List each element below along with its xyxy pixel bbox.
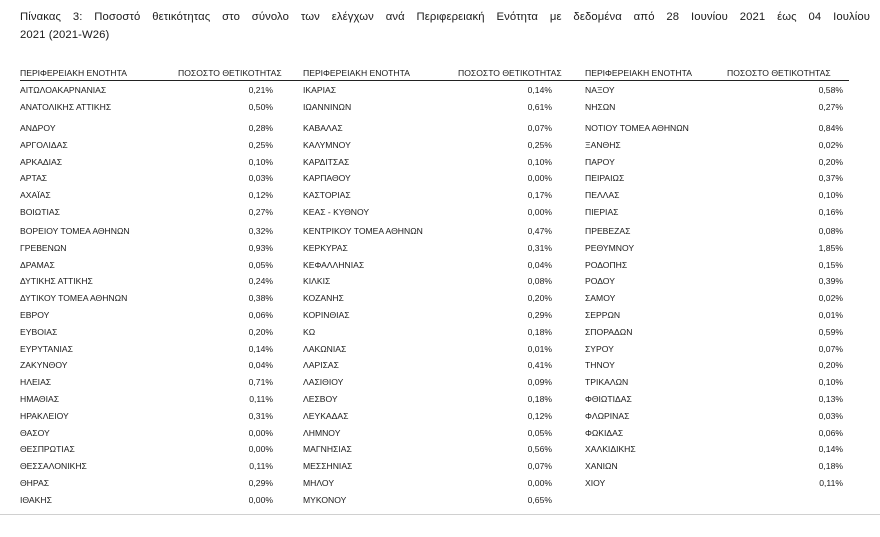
region-name: ΡΟΔΟΠΗΣ bbox=[585, 259, 628, 270]
region-name: ΙΘΑΚΗΣ bbox=[20, 494, 52, 505]
region-name: ΚΟΡΙΝΘΙΑΣ bbox=[303, 309, 350, 320]
region-name: ΛΑΣΙΘΙΟΥ bbox=[303, 377, 344, 388]
region-name: ΘΕΣΠΡΩΤΙΑΣ bbox=[20, 444, 75, 455]
table-row bbox=[20, 459, 849, 476]
region-name: ΤΡΙΚΑΛΩΝ bbox=[585, 377, 629, 388]
region-name: ΣΑΜΟΥ bbox=[585, 293, 616, 304]
table-row bbox=[20, 224, 849, 241]
region-name: ΘΕΣΣΑΛΟΝΙΚΗΣ bbox=[20, 461, 87, 472]
positivity-rate: 0,47% bbox=[527, 226, 552, 236]
positivity-rate: 0,09% bbox=[527, 377, 552, 388]
region-name: ΗΡΑΚΛΕΙΟΥ bbox=[20, 410, 69, 421]
positivity-rate: 0,03% bbox=[818, 410, 843, 421]
header-region-1: ΠΕΡΙΦΕΡΕΙΑΚΗ ΕΝΟΤΗΤΑ bbox=[20, 68, 127, 78]
positivity-rate: 0,11% bbox=[819, 477, 843, 488]
region-name: ΠΙΕΡΙΑΣ bbox=[585, 206, 619, 217]
header-rate-3: ΠΟΣΟΣΤΟ ΘΕΤΙΚΟΤΗΤΑΣ bbox=[727, 68, 831, 78]
region-name: ΔΥΤΙΚΟΥ ΤΟΜΕΑ ΑΘΗΝΩΝ bbox=[20, 293, 128, 304]
table-row bbox=[20, 476, 849, 493]
region-name: ΠΡΕΒΕΖΑΣ bbox=[585, 226, 631, 236]
region-name: ΜΕΣΣΗΝΙΑΣ bbox=[303, 461, 353, 472]
table-row bbox=[20, 258, 849, 275]
header-rate-2: ΠΟΣΟΣΤΟ ΘΕΤΙΚΟΤΗΤΑΣ bbox=[458, 68, 562, 78]
region-name: ΙΚΑΡΙΑΣ bbox=[303, 85, 337, 95]
positivity-rate: 0,20% bbox=[818, 360, 843, 371]
region-name: ΕΥΡΥΤΑΝΙΑΣ bbox=[20, 343, 73, 354]
region-name: ΚΕΡΚΥΡΑΣ bbox=[303, 242, 348, 253]
positivity-rate: 0,41% bbox=[527, 360, 552, 371]
positivity-rate: 0,14% bbox=[527, 85, 552, 95]
region-name: ΖΑΚΥΝΘΟΥ bbox=[20, 360, 68, 371]
region-name: ΗΜΑΘΙΑΣ bbox=[20, 393, 60, 404]
positivity-rate: 0,10% bbox=[527, 156, 552, 167]
region-name: ΕΒΡΟΥ bbox=[20, 309, 50, 320]
table-row bbox=[20, 205, 849, 222]
table-row bbox=[20, 155, 849, 172]
positivity-rate: 0,29% bbox=[527, 309, 552, 320]
region-name: ΦΛΩΡΙΝΑΣ bbox=[585, 410, 630, 421]
table-row bbox=[20, 138, 849, 155]
row-group bbox=[20, 83, 849, 117]
positivity-rate: 0,25% bbox=[248, 139, 273, 150]
region-name: ΝΑΞΟΥ bbox=[585, 85, 615, 95]
table-row bbox=[20, 241, 849, 258]
region-name: ΒΟΙΩΤΙΑΣ bbox=[20, 206, 60, 217]
region-name: ΛΕΣΒΟΥ bbox=[303, 393, 338, 404]
table-row bbox=[20, 493, 849, 510]
positivity-rate: 0,04% bbox=[248, 360, 273, 371]
region-name: ΠΕΙΡΑΙΩΣ bbox=[585, 173, 625, 184]
positivity-rate: 0,15% bbox=[818, 259, 843, 270]
region-name: ΒΟΡΕΙΟΥ ΤΟΜΕΑ ΑΘΗΝΩΝ bbox=[20, 226, 130, 236]
table-header bbox=[20, 68, 849, 80]
region-name: ΦΩΚΙΔΑΣ bbox=[585, 427, 624, 438]
positivity-rate: 0,05% bbox=[527, 427, 552, 438]
positivity-rate: 0,01% bbox=[527, 343, 552, 354]
region-name: ΜΗΛΟΥ bbox=[303, 477, 335, 488]
region-name: ΚΕΝΤΡΙΚΟΥ ΤΟΜΕΑ ΑΘΗΝΩΝ bbox=[303, 226, 423, 236]
positivity-rate: 0,65% bbox=[527, 494, 552, 505]
positivity-rate: 0,14% bbox=[248, 343, 273, 354]
table-row bbox=[20, 171, 849, 188]
positivity-rate: 0,01% bbox=[818, 309, 843, 320]
table-row bbox=[20, 375, 849, 392]
positivity-rate: 0,18% bbox=[527, 393, 552, 404]
positivity-rate: 0,59% bbox=[818, 326, 843, 337]
region-name: ΚΑΛΥΜΝΟΥ bbox=[303, 139, 351, 150]
region-name: ΕΥΒΟΙΑΣ bbox=[20, 326, 58, 337]
table-row bbox=[20, 358, 849, 375]
positivity-rate: 0,27% bbox=[248, 206, 273, 217]
positivity-rate: 0,58% bbox=[818, 85, 843, 95]
region-name: ΘΗΡΑΣ bbox=[20, 477, 50, 488]
positivity-rate: 0,18% bbox=[818, 461, 843, 472]
region-name: ΔΡΑΜΑΣ bbox=[20, 259, 55, 270]
positivity-rate: 0,56% bbox=[527, 444, 552, 455]
region-name: ΣΥΡΟΥ bbox=[585, 343, 614, 354]
positivity-rate: 0,20% bbox=[527, 293, 552, 304]
positivity-rate: 0,05% bbox=[248, 259, 273, 270]
region-name: ΧΑΛΚΙΔΙΚΗΣ bbox=[585, 444, 636, 455]
positivity-rate: 0,08% bbox=[527, 276, 552, 287]
table-row bbox=[20, 188, 849, 205]
table-row bbox=[20, 342, 849, 359]
table-row bbox=[20, 100, 849, 117]
table-row bbox=[20, 291, 849, 308]
region-name: ΚΩ bbox=[303, 326, 316, 337]
positivity-rate: 0,00% bbox=[527, 173, 552, 184]
positivity-rate: 0,31% bbox=[248, 410, 273, 421]
positivity-rate: 0,00% bbox=[527, 206, 552, 217]
table-row bbox=[20, 426, 849, 443]
positivity-rate: 0,13% bbox=[818, 393, 843, 404]
positivity-rate: 0,39% bbox=[818, 276, 843, 287]
positivity-rate: 0,06% bbox=[818, 427, 843, 438]
positivity-table bbox=[20, 68, 849, 505]
positivity-rate: 0,32% bbox=[248, 226, 273, 236]
positivity-rate: 0,37% bbox=[818, 173, 843, 184]
table-row bbox=[20, 442, 849, 459]
positivity-rate: 0,71% bbox=[248, 377, 273, 388]
positivity-rate: 0,20% bbox=[248, 326, 273, 337]
table-row bbox=[20, 308, 849, 325]
region-name: ΚΑΣΤΟΡΙΑΣ bbox=[303, 190, 351, 201]
table-row bbox=[20, 392, 849, 409]
positivity-rate: 0,31% bbox=[527, 242, 552, 253]
region-name: ΗΛΕΙΑΣ bbox=[20, 377, 52, 388]
positivity-rate: 0,14% bbox=[818, 444, 843, 455]
caption-line-1: Πίνακας 3: Ποσοστό θετικότητας στο σύνολο των ελέγχων ανά Περιφερειακή Ενότητα με δεδομένα από 28 Ιουνίου 2021 έως 04 Ιουλίου bbox=[20, 11, 870, 23]
positivity-rate: 0,04% bbox=[527, 259, 552, 270]
positivity-rate: 0,20% bbox=[818, 156, 843, 167]
row-group bbox=[20, 121, 849, 222]
region-name: ΑΧΑΪΑΣ bbox=[20, 190, 51, 201]
region-name: ΚΑΒΑΛΑΣ bbox=[303, 123, 343, 133]
region-name: ΝΟΤΙΟΥ ΤΟΜΕΑ ΑΘΗΝΩΝ bbox=[585, 123, 689, 133]
region-name: ΡΟΔΟΥ bbox=[585, 276, 615, 287]
positivity-rate: 0,12% bbox=[527, 410, 552, 421]
region-name: ΑΡΓΟΛΙΔΑΣ bbox=[20, 139, 68, 150]
positivity-rate: 0,11% bbox=[249, 393, 273, 404]
region-name: ΛΑΡΙΣΑΣ bbox=[303, 360, 339, 371]
region-name: ΧΑΝΙΩΝ bbox=[585, 461, 618, 472]
region-name: ΚΑΡΔΙΤΣΑΣ bbox=[303, 156, 350, 167]
region-name: ΔΥΤΙΚΗΣ ΑΤΤΙΚΗΣ bbox=[20, 276, 93, 287]
region-name: ΓΡΕΒΕΝΩΝ bbox=[20, 242, 67, 253]
region-name: ΚΑΡΠΑΘΟΥ bbox=[303, 173, 351, 184]
positivity-rate: 0,07% bbox=[527, 461, 552, 472]
region-name: ΧΙΟΥ bbox=[585, 477, 606, 488]
caption-line-2: 2021 (2021-W26) bbox=[20, 29, 110, 41]
region-name: ΙΩΑΝΝΙΝΩΝ bbox=[303, 101, 352, 112]
region-name: ΜΑΓΝΗΣΙΑΣ bbox=[303, 444, 352, 455]
positivity-rate: 0,50% bbox=[248, 101, 273, 112]
positivity-rate: 0,06% bbox=[248, 309, 273, 320]
region-name: ΑΡΤΑΣ bbox=[20, 173, 48, 184]
table-caption bbox=[20, 8, 870, 44]
header-rate-1: ΠΟΣΟΣΤΟ ΘΕΤΙΚΟΤΗΤΑΣ bbox=[178, 68, 282, 78]
region-name: ΤΗΝΟΥ bbox=[585, 360, 615, 371]
table-row bbox=[20, 121, 849, 138]
positivity-rate: 0,61% bbox=[527, 101, 552, 112]
positivity-rate: 0,02% bbox=[818, 139, 843, 150]
positivity-rate: 0,84% bbox=[818, 123, 843, 133]
region-name: ΜΥΚΟΝΟΥ bbox=[303, 494, 347, 505]
region-name: ΝΗΣΩΝ bbox=[585, 101, 616, 112]
positivity-rate: 0,08% bbox=[818, 226, 843, 236]
region-name: ΚΟΖΑΝΗΣ bbox=[303, 293, 344, 304]
region-name: ΠΕΛΛΑΣ bbox=[585, 190, 620, 201]
region-name: ΚΙΛΚΙΣ bbox=[303, 276, 331, 287]
table-row bbox=[20, 274, 849, 291]
region-name: ΠΑΡΟΥ bbox=[585, 156, 615, 167]
region-name: ΘΑΣΟΥ bbox=[20, 427, 50, 438]
positivity-rate: 1,85% bbox=[818, 242, 843, 253]
table-row bbox=[20, 325, 849, 342]
region-name: ΡΕΘΥΜΝΟΥ bbox=[585, 242, 635, 253]
positivity-rate: 0,17% bbox=[527, 190, 552, 201]
region-name: ΛΗΜΝΟΥ bbox=[303, 427, 341, 438]
positivity-rate: 0,12% bbox=[248, 190, 273, 201]
table-row bbox=[20, 409, 849, 426]
region-name: ΞΑΝΘΗΣ bbox=[585, 139, 621, 150]
page-bottom-rule bbox=[0, 514, 880, 515]
positivity-rate: 0,38% bbox=[248, 293, 273, 304]
positivity-rate: 0,00% bbox=[248, 427, 273, 438]
positivity-rate: 0,10% bbox=[248, 156, 273, 167]
positivity-rate: 0,11% bbox=[249, 461, 273, 472]
positivity-rate: 0,00% bbox=[527, 477, 552, 488]
positivity-rate: 0,03% bbox=[248, 173, 273, 184]
positivity-rate: 0,25% bbox=[527, 139, 552, 150]
header-region-2: ΠΕΡΙΦΕΡΕΙΑΚΗ ΕΝΟΤΗΤΑ bbox=[303, 68, 410, 78]
region-name: ΛΕΥΚΑΔΑΣ bbox=[303, 410, 349, 421]
positivity-rate: 0,02% bbox=[818, 293, 843, 304]
positivity-rate: 0,28% bbox=[248, 123, 273, 133]
region-name: ΚΕΦΑΛΛΗΝΙΑΣ bbox=[303, 259, 365, 270]
positivity-rate: 0,16% bbox=[818, 206, 843, 217]
positivity-rate: 0,10% bbox=[818, 190, 843, 201]
positivity-rate: 0,07% bbox=[818, 343, 843, 354]
positivity-rate: 0,27% bbox=[818, 101, 843, 112]
region-name: ΑΙΤΩΛΟΑΚΑΡΝΑΝΙΑΣ bbox=[20, 85, 107, 95]
positivity-rate: 0,24% bbox=[248, 276, 273, 287]
positivity-rate: 0,93% bbox=[248, 242, 273, 253]
region-name: ΛΑΚΩΝΙΑΣ bbox=[303, 343, 347, 354]
region-name: ΣΕΡΡΩΝ bbox=[585, 309, 621, 320]
positivity-rate: 0,07% bbox=[527, 123, 552, 133]
positivity-rate: 0,00% bbox=[248, 444, 273, 455]
region-name: ΣΠΟΡΑΔΩΝ bbox=[585, 326, 633, 337]
region-name: ΑΝΔΡΟΥ bbox=[20, 123, 56, 133]
row-group bbox=[20, 224, 849, 510]
region-name: ΑΝΑΤΟΛΙΚΗΣ ΑΤΤΙΚΗΣ bbox=[20, 101, 112, 112]
table-row bbox=[20, 83, 849, 100]
header-region-3: ΠΕΡΙΦΕΡΕΙΑΚΗ ΕΝΟΤΗΤΑ bbox=[585, 68, 692, 78]
header-rule bbox=[20, 80, 849, 81]
positivity-rate: 0,10% bbox=[818, 377, 843, 388]
positivity-rate: 0,00% bbox=[248, 494, 273, 505]
region-name: ΑΡΚΑΔΙΑΣ bbox=[20, 156, 63, 167]
region-name: ΚΕΑΣ - ΚΥΘΝΟΥ bbox=[303, 206, 370, 217]
positivity-rate: 0,29% bbox=[248, 477, 273, 488]
positivity-rate: 0,18% bbox=[527, 326, 552, 337]
positivity-rate: 0,21% bbox=[248, 85, 273, 95]
region-name: ΦΘΙΩΤΙΔΑΣ bbox=[585, 393, 632, 404]
